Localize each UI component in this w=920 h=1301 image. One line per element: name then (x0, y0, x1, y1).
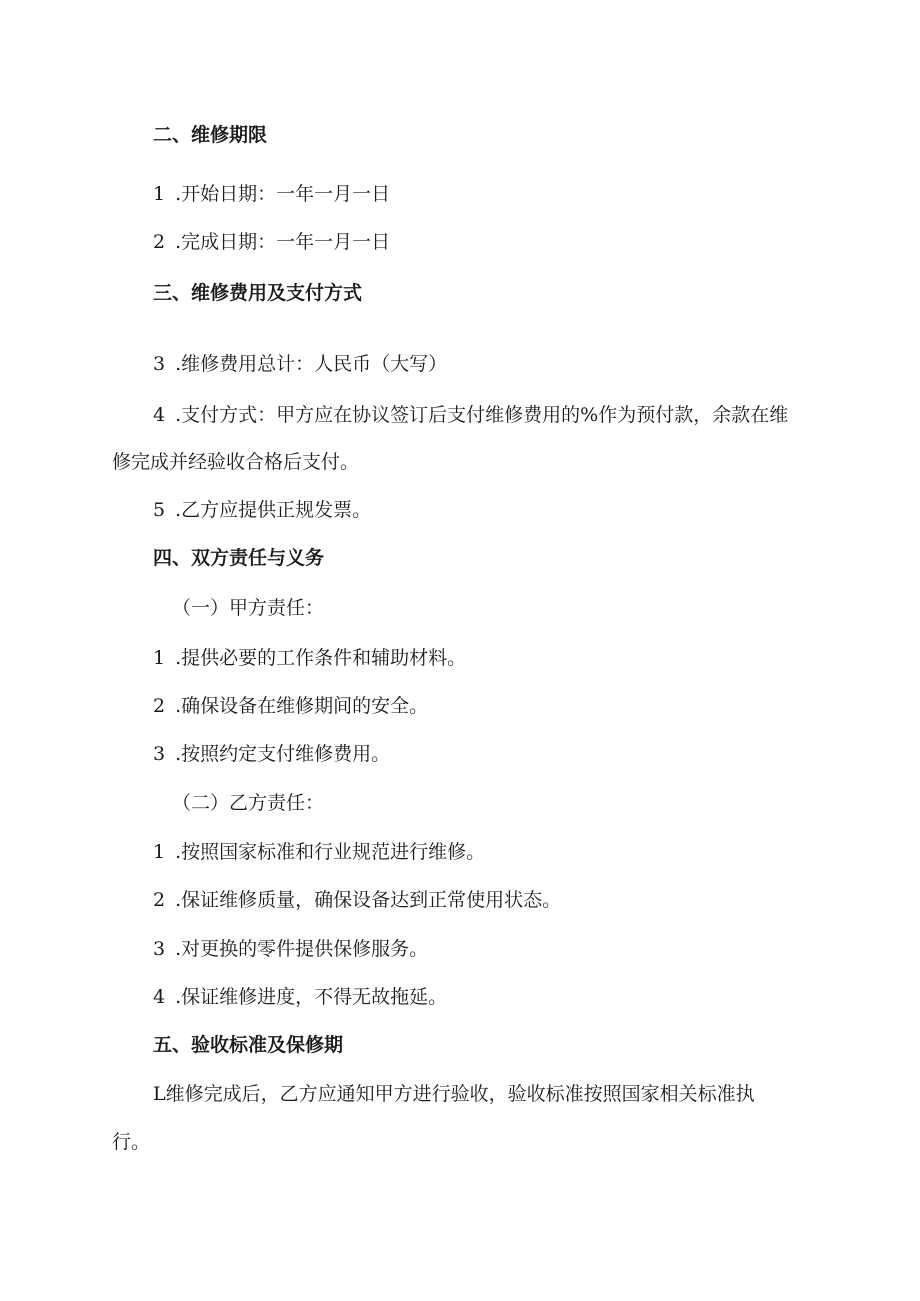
section-heading-2: 二、维修期限 (153, 124, 268, 146)
item-number: 2 (153, 231, 166, 253)
item-text: .开始日期：一年一月一日 (175, 183, 391, 205)
list-item (153, 742, 390, 766)
list-item (153, 937, 428, 961)
item-text: .确保设备在维修期间的安全。 (175, 695, 429, 717)
item-text: .维修费用总计：人民币（大写） (175, 353, 448, 375)
item-number: 3 (153, 743, 166, 765)
party-a-label: （一）甲方责任： (172, 597, 325, 619)
list-item (153, 840, 485, 864)
list-item (153, 403, 788, 427)
item-text: .提供必要的工作条件和辅助材料。 (175, 647, 467, 669)
paragraph-continuation: 行。 (112, 1131, 151, 1153)
item-text: .保证维修进度，不得无故拖延。 (175, 986, 448, 1008)
list-item (153, 182, 390, 206)
list-item (153, 694, 428, 718)
list-item (153, 352, 447, 376)
item-text: .按照国家标准和行业规范进行维修。 (175, 841, 486, 863)
item-number: 2 (153, 889, 166, 911)
item-number: 1 (153, 841, 166, 863)
item-number: 2 (153, 695, 166, 717)
item-number: 3 (153, 938, 166, 960)
item-text: .乙方应提供正规发票。 (175, 499, 372, 521)
item-number: 1 (153, 647, 166, 669)
item-number: 1 (153, 183, 166, 205)
list-item (153, 985, 447, 1009)
item-text: .支付方式：甲方应在协议签订后支付维修费用的%作为预付款，余款在维 (175, 404, 789, 426)
item-number: 3 (153, 353, 166, 375)
item-text: .保证维修质量，确保设备达到正常使用状态。 (175, 889, 562, 911)
list-item (153, 230, 390, 254)
section-heading-4: 四、双方责任与义务 (153, 547, 325, 569)
item-number: 4 (153, 986, 166, 1008)
section-heading-5: 五、验收标准及保修期 (153, 1034, 344, 1056)
section-heading-3: 三、维修费用及支付方式 (153, 282, 363, 304)
item-continuation: 修完成并经验收合格后支付。 (112, 451, 360, 473)
item-number: 4 (153, 404, 166, 426)
item-text: .按照约定支付维修费用。 (175, 743, 391, 765)
list-item (153, 888, 561, 912)
list-item (153, 646, 466, 670)
paragraph: L维修完成后，乙方应通知甲方进行验收，验收标准按照国家相关标准执 (153, 1083, 755, 1105)
item-number: 5 (153, 499, 166, 521)
item-text: .完成日期：一年一月一日 (175, 231, 391, 253)
list-item (153, 498, 371, 522)
item-text: .对更换的零件提供保修服务。 (175, 938, 429, 960)
party-b-label: （二）乙方责任： (172, 792, 325, 814)
